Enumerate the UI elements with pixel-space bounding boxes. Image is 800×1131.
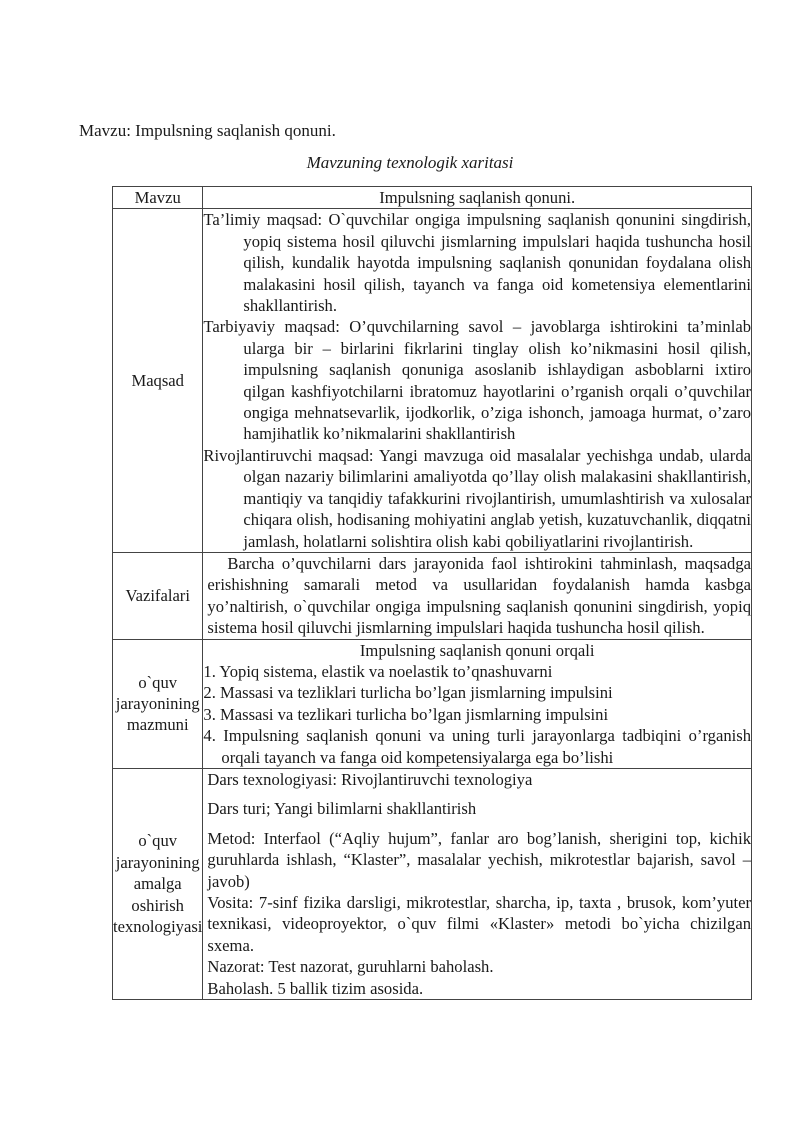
mazmun-list-item: 1. Yopiq sistema, elastik va noelastik to’qnashuvarni — [203, 661, 553, 681]
table-row-header — [113, 187, 752, 209]
mazmun-list-item: 4. Impulsning saqlanish qonuni va uning turli jarayonlarga tadbiqini o’rganish orqali tayanch va fanga oid kompetensiyalarga ega bo’lishi — [203, 726, 751, 767]
texnologiya-content-cell — [203, 768, 752, 999]
technology-map-table — [112, 186, 752, 1000]
tarbiyaviy-maqsad-paragraph: Tarbiyaviy maqsad: O’quvchilarning savol – javoblarga ishtirokini ta’minlab ularga bir – birlarini fikrlarini tinglay olish ko’nikmasini hosil qilish, impulsning saqlanish qonuniga asoslanib ishlaydigan asboblarni ixtiro qilgan kashfiyotchilarni ibratomuz hayotlarini o’rganish orqali o’quvchilar ongiga mehnatsevarlik, ijodkorlik, o’ziga ishonch, jamoaga hurmat, o’zaro hamjihatlik ko’nikmalarini shakllantirish — [203, 317, 751, 444]
nazorat-line: Nazorat: Test nazorat, guruhlarni baholash. — [207, 957, 494, 977]
table-row-maqsad — [113, 209, 752, 553]
baholash-line: Baholash. 5 ballik tizim asosida. — [207, 978, 424, 998]
dars-texnologiyasi-line: Dars texnologiyasi: Rivojlantiruvchi texnologiya — [207, 769, 533, 789]
header-value-cell: Impulsning saqlanish qonuni. — [203, 187, 752, 209]
metod-line: Metod: Interfaol (“Aqliy hujum”, fanlar aro bog’lanish, sherigini top, kichik guruhlarda ishlash, “Klaster”, masalalar yechish, mikrotestlar bajarish, savol – javob) — [207, 828, 751, 891]
mazmun-list-item: 2. Massasi va tezliklari turlicha bo’lgan jismlarning impulsini — [203, 683, 613, 703]
document-topic: Mavzu: Impulsning saqlanish qonuni. — [79, 121, 336, 140]
header-label-cell: Mavzu — [113, 187, 203, 209]
table-row-mazmun — [113, 639, 752, 768]
mazmun-label-cell: o`quv jarayonining mazmuni — [113, 639, 203, 768]
talimiy-maqsad-paragraph: Ta’limiy maqsad: O`quvchilar ongiga impulsning saqlanish qonunini singdirish, yopiq sistema hosil qiluvchi jismlarning impulslari haqida tushuncha hosil qilish, kundalik hayotda impulsning saqlanish qonunidan foydalana olish malakasini hosil qilish, tayanch va fanga oid kometensiya elementlarini shakllantirish. — [203, 210, 751, 316]
dars-turi-line: Dars turi; Yangi bilimlarni shakllantirish — [207, 799, 477, 819]
table-row-vazifalari — [113, 552, 752, 639]
rivojlantiruvchi-maqsad-paragraph: Rivojlantiruvchi maqsad: Yangi mavzuga oid masalalar yechishga undab, ularda olgan nazariy bilimlarini amaliyotda qo’llay olish malakasini shakllantirish, mantiqiy va tanqidiy tafakkurini rivojlantirish, umumlashtirish va xulosalar chiqara olish, hodisaning mohiyatini anglab yetish, kuzatuvchanlik, diqqatni jamlash, holatlarni solishtira olish kabi qobiliyatlarini rivojlantirish. — [203, 445, 751, 551]
vazifalari-label-cell: Vazifalari — [113, 552, 203, 639]
texnologiya-label-cell: o`quv jarayonining amalga oshirish texnologiyasi — [113, 768, 203, 999]
vosita-line: Vosita: 7-sinf fizika darsligi, mikrotestlar, sharcha, ip, taxta , brusok, kom’yuter texnikasi, videoproyektor, o`quv filmi «Klaster» metodi bo`yicha chizilgan sxema. — [207, 893, 751, 955]
maqsad-label-cell: Maqsad — [113, 209, 203, 553]
maqsad-content-cell — [203, 209, 752, 553]
mazmun-intro: Impulsning saqlanish qonuni orqali — [359, 640, 595, 660]
mazmun-content-cell — [203, 639, 752, 768]
mazmun-list-item: 3. Massasi va tezlikari turlicha bo’lgan jismlarning impulsini — [203, 704, 609, 724]
document-subtitle: Mavzuning texnologik xaritasi — [306, 153, 514, 172]
vazifalari-content-cell — [203, 552, 752, 639]
vazifalari-paragraph: Barcha o’quvchilarni dars jarayonida faol ishtirokini tahminlash, maqsadga erishishning samarali metod va usullaridan foydalanish hamda kasbga yo’naltirish, o`quvchilar ongiga impulsning saqlanish qonunini singdirish, yopiq sistema hosil qiluvchi jismlarning impulslari haqida tushuncha hosil qilish. — [207, 553, 751, 638]
table-row-texnologiya — [113, 768, 752, 999]
